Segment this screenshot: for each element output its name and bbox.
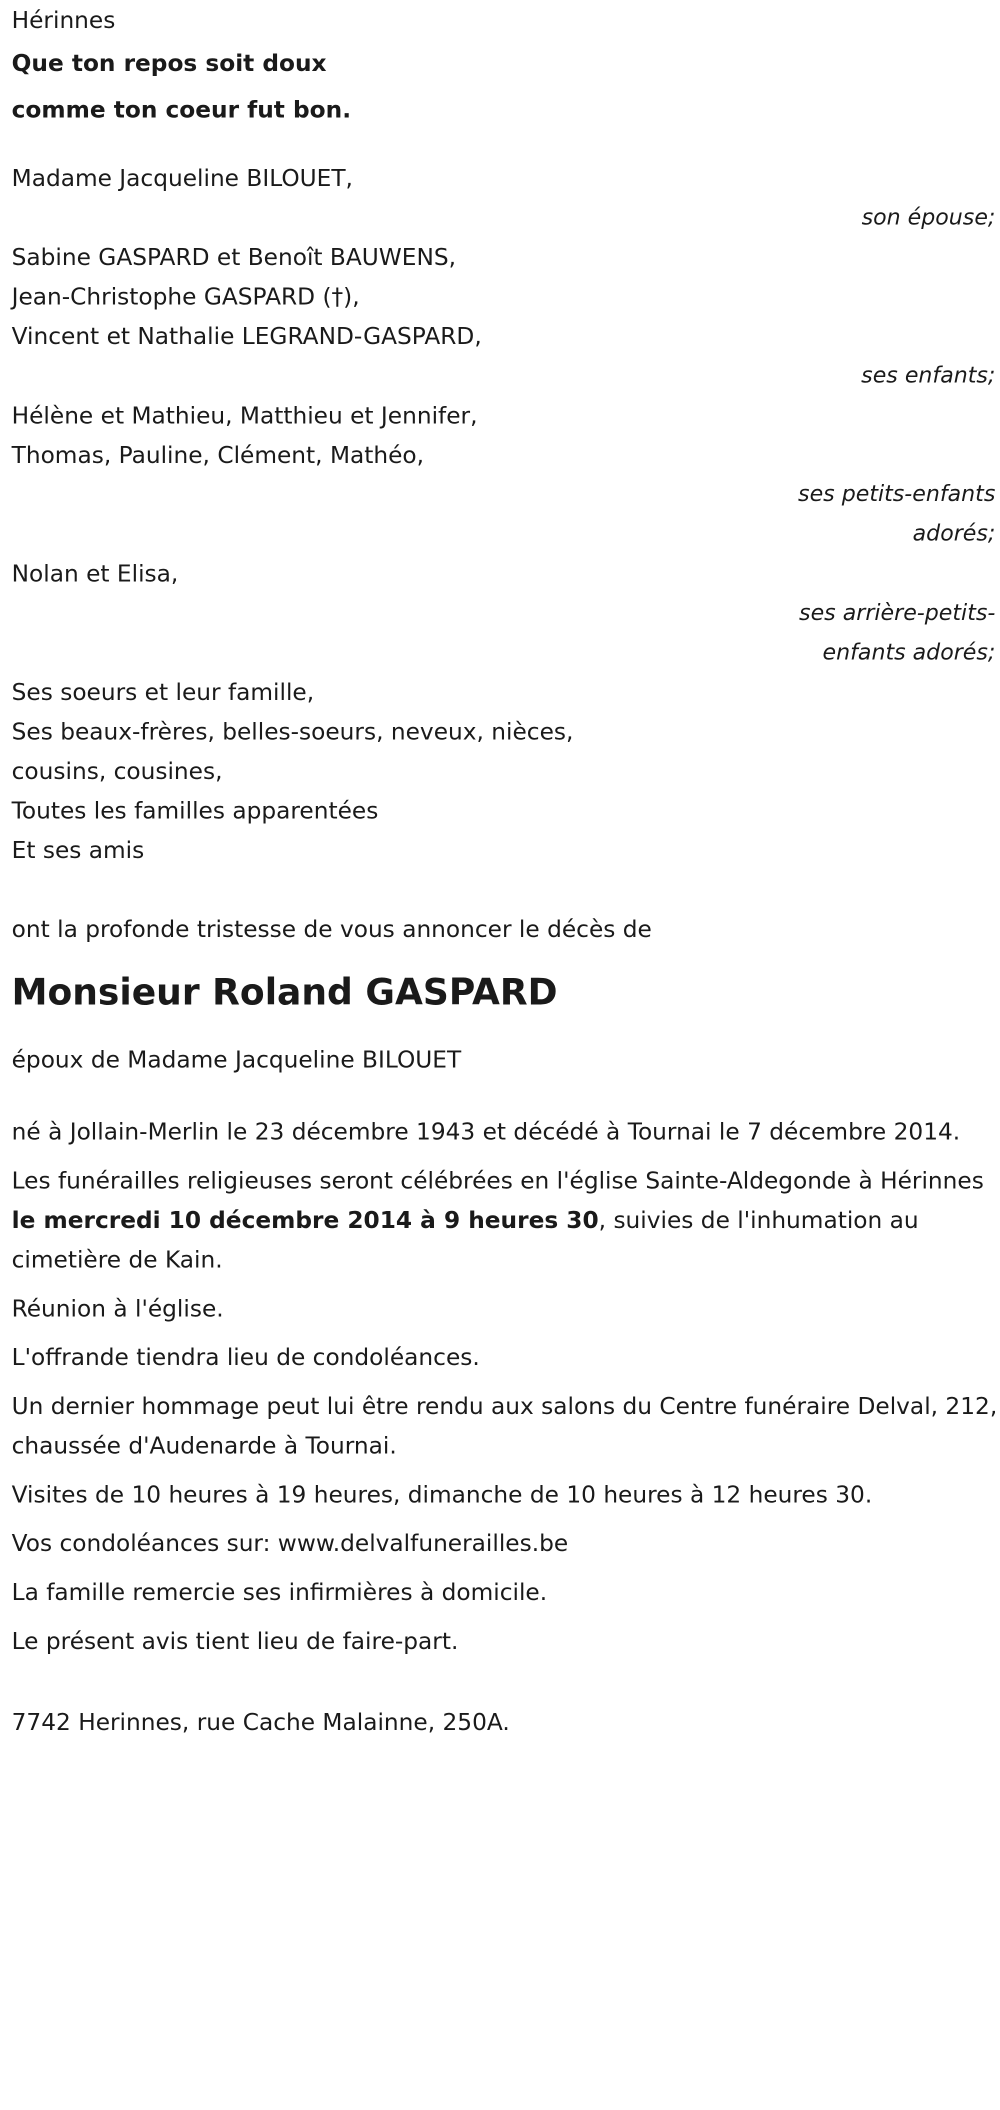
others-line: cousins, cousines, xyxy=(11,756,223,785)
place-name: Hérinnes xyxy=(11,5,116,34)
grandchild-line: Hélène et Mathieu, Matthieu et Jennifer, xyxy=(11,401,478,430)
funeral-text-before: Les funérailles religieuses seront célébrées en l'église Sainte-Aldegonde à Hérinnes xyxy=(11,1166,984,1195)
child-line: Vincent et Nathalie LEGRAND-GASPARD, xyxy=(11,322,482,351)
condolences-paragraph: Vos condoléances sur: www.delvalfunerailles.be xyxy=(11,1529,569,1557)
funeral-date: le mercredi 10 décembre 2014 à 9 heures 30 xyxy=(11,1205,599,1234)
birth-death-paragraph: né à Jollain-Merlin le 23 décembre 1943 et décédé à Tournai le 7 décembre 2014. xyxy=(11,1117,961,1146)
child-line: Jean-Christophe GASPARD (†), xyxy=(11,282,360,311)
deceased-name: Monsieur Roland GASPARD xyxy=(11,972,558,1014)
funeral-paragraph xyxy=(12,1160,1000,1279)
visits-paragraph: Visites de 10 heures à 19 heures, dimanche de 10 heures à 12 heures 30. xyxy=(11,1480,873,1509)
offering-paragraph: L'offrande tiendra lieu de condoléances. xyxy=(11,1343,480,1371)
spouse-role: son épouse; xyxy=(861,204,996,231)
others-line: Toutes les familles apparentées xyxy=(11,796,379,825)
children-role: ses enfants; xyxy=(861,362,996,389)
thanks-paragraph: La famille remercie ses infirmières à domicile. xyxy=(11,1577,548,1606)
grandchild-line: Thomas, Pauline, Clément, Mathéo, xyxy=(11,440,425,469)
quote-line-1: Que ton repos soit doux xyxy=(11,48,327,77)
quote-line-2: comme ton coeur fut bon. xyxy=(11,95,352,124)
others-line: Ses soeurs et leur famille, xyxy=(11,677,315,706)
child-line: Sabine GASPARD et Benoît BAUWENS, xyxy=(11,243,457,271)
funeral-text-after: , suivies de l'inhumation au cimetière de Kain. xyxy=(11,1205,919,1274)
deceased-spouse-of: époux de Madame Jacqueline BILOUET xyxy=(11,1045,462,1074)
tribute-paragraph: Un dernier hommage peut lui être rendu aux salons du Centre funéraire Delval, 212, chaussée d'Audenarde à Tournai. xyxy=(11,1391,998,1460)
great-grandchildren-role-line-1: ses arrière-petits- xyxy=(799,600,996,626)
grandchildren-role-line-1: ses petits-enfants xyxy=(798,481,996,507)
meeting-paragraph: Réunion à l'église. xyxy=(11,1294,224,1323)
spouse-name: Madame Jacqueline BILOUET, xyxy=(11,163,353,192)
great-grandchildren-line: Nolan et Elisa, xyxy=(11,559,179,588)
notice-paragraph: Le présent avis tient lieu de faire-part. xyxy=(11,1626,459,1655)
others-line: Et ses amis xyxy=(11,836,145,864)
grandchildren-role-line-2: adorés; xyxy=(912,520,996,547)
family-address: 7742 Herinnes, rue Cache Malainne, 250A. xyxy=(11,1708,510,1737)
others-line: Ses beaux-frères, belles-soeurs, neveux, nièces, xyxy=(11,717,574,746)
announcement-text: ont la profonde tristesse de vous annoncer le décès de xyxy=(11,915,652,944)
great-grandchildren-role-line-2: enfants adorés; xyxy=(822,639,996,666)
